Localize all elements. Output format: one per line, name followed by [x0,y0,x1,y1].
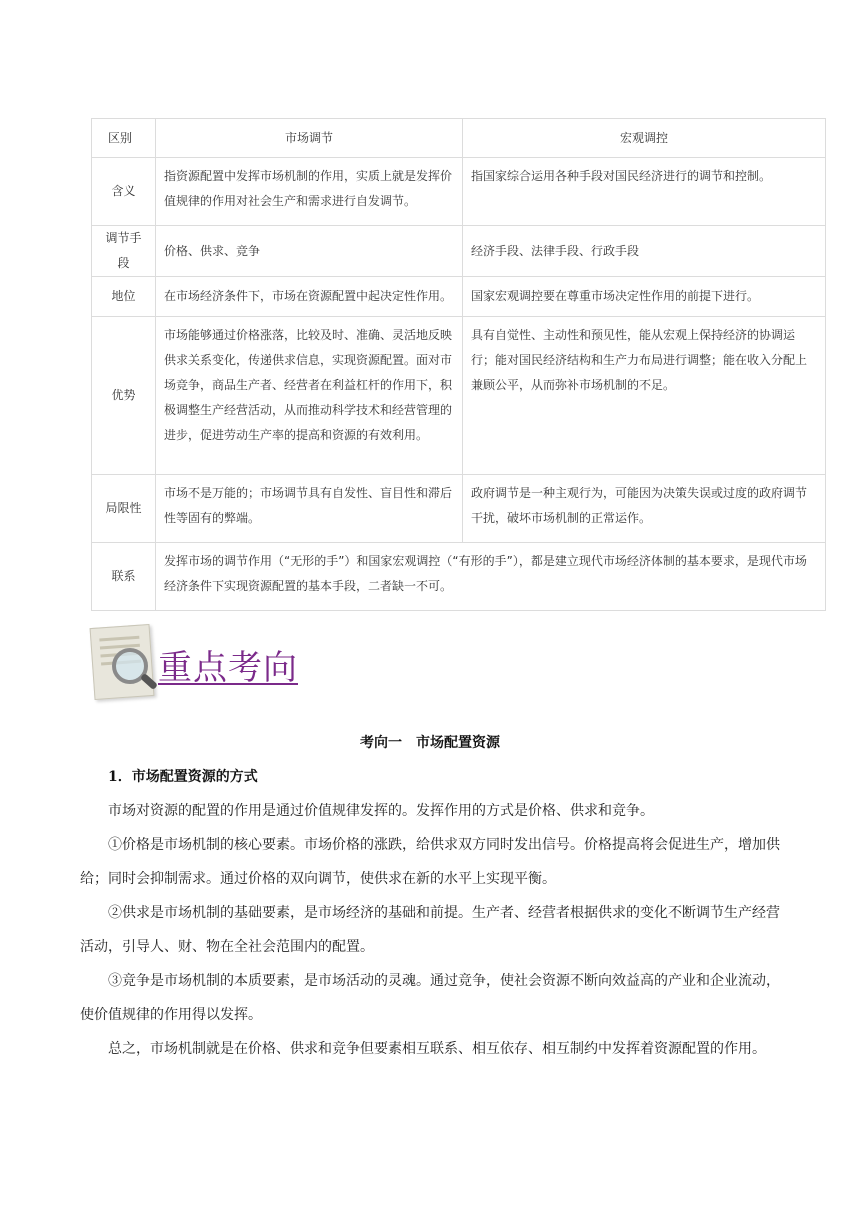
table-header-row [92,119,826,158]
table-row [92,226,826,277]
table-row [92,317,826,475]
macro-cell: 指国家综合运用各种手段对国民经济进行的调节和控制。 [463,158,826,226]
table-row [92,475,826,543]
paragraph: ①价格是市场机制的核心要素。市场价格的涨跌，给供求双方同时发出信号。价格提高将会促进生产，增加供给；同时会抑制需求。通过价格的双向调节，使供求在新的水平上实现平衡。 [80,837,780,887]
section-subheading: 1．市场配置资源的方式 [108,769,258,785]
macro-cell: 具有自觉性、主动性和预见性，能从宏观上保持经济的协调运行；能对国民经济结构和生产力布局进行调整；能在收入分配上兼顾公平，从而弥补市场机制的不足。 [463,317,826,475]
market-cell: 市场不是万能的；市场调节具有自发性、盲目性和滞后性等固有的弊端。 [156,475,463,543]
row-label: 局限性 [92,475,156,543]
header-macro-control: 宏观调控 [463,119,826,158]
market-cell: 价格、供求、竞争 [156,226,463,277]
section-banner [92,624,352,704]
row-label: 联系 [92,543,156,611]
section-body [80,794,788,1066]
table-row [92,277,826,317]
header-distinction: 区别 [92,119,156,158]
comparison-table [91,118,826,611]
section-heading: 考向一 市场配置资源 [360,735,500,751]
market-cell: 指资源配置中发挥市场机制的作用，实质上就是发挥价值规律的作用对社会生产和需求进行自发调节。 [156,158,463,226]
macro-cell: 经济手段、法律手段、行政手段 [463,226,826,277]
table-row [92,158,826,226]
row-label: 地位 [92,277,156,317]
paragraph: 总之，市场机制就是在价格、供求和竞争但要素相互联系、相互依存、相互制约中发挥着资源配置的作用。 [108,1041,766,1057]
row-label: 调节手段 [92,226,156,277]
row-label: 含义 [92,158,156,226]
table-row-link [92,543,826,611]
macro-cell: 国家宏观调控要在尊重市场决定性作用的前提下进行。 [463,277,826,317]
header-market-regulation: 市场调节 [156,119,463,158]
paragraph: ③竞争是市场机制的本质要素，是市场活动的灵魂。通过竞争，使社会资源不断向效益高的产业和企业流动，使价值规律的作用得以发挥。 [80,973,780,1023]
market-cell: 市场能够通过价格涨落，比较及时、准确、灵活地反映供求关系变化，传递供求信息，实现资源配置。面对市场竞争，商品生产者、经营者在利益杠杆的作用下，积极调整生产经营活动，从而推动科学技术和经营管理的进步，促进劳动生产率的提高和资源的有效利用。 [156,317,463,475]
link-cell: 发挥市场的调节作用（“无形的手”）和国家宏观调控（“有形的手”），都是建立现代市场经济体制的基本要求，是现代市场经济条件下实现资源配置的基本手段，二者缺一不可。 [156,543,826,611]
paragraph: ②供求是市场机制的基础要素，是市场经济的基础和前提。生产者、经营者根据供求的变化不断调节生产经营活动，引导人、财、物在全社会范围内的配置。 [80,905,780,955]
banner-title: 重点考向 [158,648,298,688]
market-cell: 在市场经济条件下，市场在资源配置中起决定性作用。 [156,277,463,317]
paragraph: 市场对资源的配置的作用是通过价值规律发挥的。发挥作用的方式是价格、供求和竞争。 [108,803,654,819]
row-label: 优势 [92,317,156,475]
macro-cell: 政府调节是一种主观行为，可能因为决策失误或过度的政府调节干扰，破坏市场机制的正常运作。 [463,475,826,543]
